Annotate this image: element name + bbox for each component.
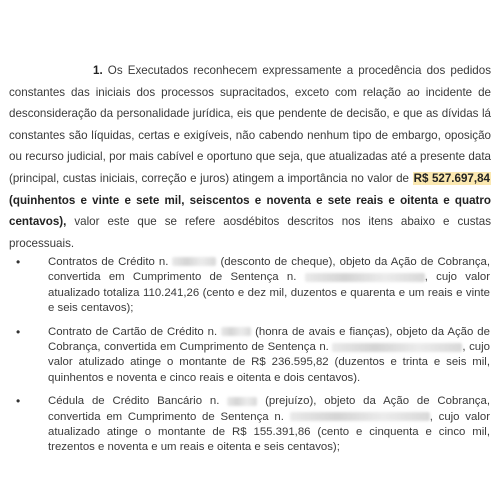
item-text: Contratos de Crédito n. [48,256,169,268]
redacted-number [332,343,462,352]
item-text: (desconto de cheque), objeto da Ação de Cobrança, convertida em Cumprimento de Sentença n. [48,256,491,284]
clause-paragraph [9,60,491,254]
list-item [16,394,490,456]
total-amount: R$ 527.697,84 [413,171,490,185]
item-text: Contrato de Cartão de Crédito n. [48,325,218,338]
item-text: , cujo valor atualizado atinge o montante de R$ 155.391,86 (cento e cinquenta e cinco mil, trezentos e noventa e um reais e oitenta e seis centavos); [48,410,490,454]
redacted-number [305,273,425,282]
redacted-number [172,257,216,266]
list-item [16,325,490,387]
debt-list [16,255,490,464]
item-text: Cédula de Crédito Bancário n. [48,395,220,408]
item-text: , cujo valor atualizado totaliza 110.241,26 (cento e dez mil, duzentos e quarenta e um reais e vinte e seis centavos); [48,271,490,315]
bullet-icon: • [16,255,21,269]
bullet-icon: • [16,324,21,339]
redacted-number [221,327,251,336]
bullet-icon: • [16,394,21,409]
clause-text: Os Executados reconhecem expressamente a procedência dos pedidos constantes das iniciais dos processos supracitados, exceto com relação ao incidente de desconsideração da personalidade jurídica, eis que pendente de decisão, e que as dívidas lá constantes são líquidas, certas e exigíveis, não cabendo nenhum tipo de embargo, oposição ou recurso judicial, por mais cabível e oportuno que seja, que atualizadas até a presente data (principal, custas iniciais, correção e juros) atingem a importância no valor de [9,64,491,185]
redacted-number [290,412,430,421]
item-text: (honra de avais e fianças), objeto da Ação de Cobrança, convertida em Cumprimento de Sentença n. [48,325,490,354]
clause-number: 1. [93,64,103,77]
item-text: , cujo valor atulizado atinge o montante de R$ 236.595,82 (duzentos e trinta e seis mil, quinhentos e noventa e cinco reais e oitenta e dois centavos). [48,341,490,384]
total-amount-words: (quinhentos e vinte e sete mil, seiscentos e noventa e sete reais e oitenta e quatro centavos), [9,193,491,229]
list-item [16,255,490,317]
item-text: (prejuízo), objeto da Ação de Cobrança, convertida em Cumprimento de Sentença n. [48,395,490,423]
clause-closing: valor este que se refere aosdébitos descritos nos itens abaixo e custas processuais. [9,215,491,250]
redacted-number [227,397,257,406]
